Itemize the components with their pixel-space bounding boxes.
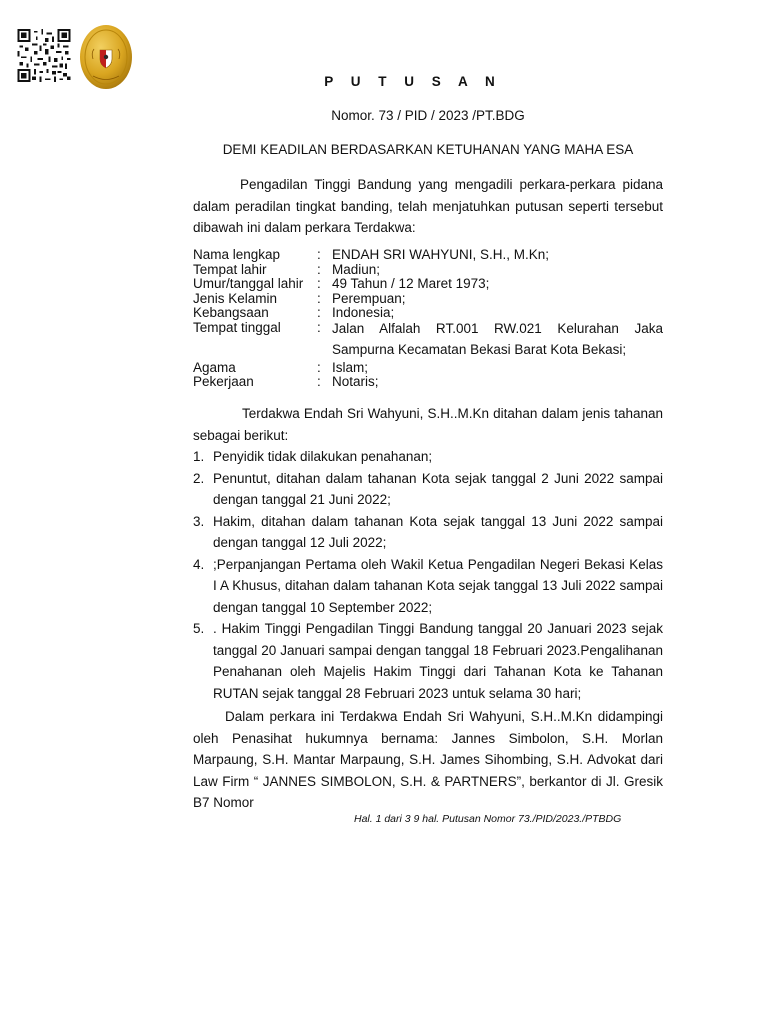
identity-row-name [193,248,663,263]
identity-value: Islam; [332,359,369,375]
identity-colon: : [317,319,321,335]
list-item [193,511,663,554]
intro-paragraph: Pengadilan Tinggi Bandung yang mengadili perkara-perkara pidana dalam peradilan tingkat banding, telah menjatuhkan putusan seperti tersebut dibawah ini dalam perkara Terdakwa: [193,177,663,235]
list-text: Hakim, ditahan dalam tahanan Kota sejak tanggal 13 Juni 2022 sampai dengan tanggal 12 Juli 2022; [213,513,663,550]
list-item [193,618,663,704]
identity-value: 49 Tahun / 12 Maret 1973; [332,276,490,291]
list-item [193,446,663,468]
page-footer: Hal. 1 dari 3 9 hal. Putusan Nomor 73./PID/2023./PTBDG [354,813,622,825]
identity-label: Tempat tinggal [193,319,281,335]
identity-row-occupation [193,375,663,390]
list-item [193,554,663,619]
detention-list [193,446,663,704]
list-text: ;Perpanjangan Pertama oleh Wakil Ketua Pengadilan Negeri Bekasi Kelas I A Khusus, ditahan dalam tahanan Kota sejak tanggal 13 Juli 2022 sampai dengan tanggal 10 September 2022; [213,556,663,615]
list-text: . Hakim Tinggi Pengadilan Tinggi Bandung tanggal 20 Januari 2023 sejak tanggal 20 Januari sampai dengan tanggal 18 Februari 2023.Pengalihanan Penahanan oleh Majelis Hakim Tinggi dari Tahanan Kota ke Tahanan RUTAN sejak tanggal 28 Februari 2023 untuk selama 30 hari; [213,621,663,701]
address-line-2: Sampurna Kecamatan Bekasi Barat Kota Bekasi; [332,342,627,357]
list-number: 4. [193,556,205,572]
identity-row-birthplace [193,263,663,278]
identity-colon: : [317,247,321,262]
identity-row-gender [193,292,663,307]
identity-value: Perempuan; [332,290,406,306]
identity-label: Kebangsaan [193,305,269,320]
identity-value: Madiun; [332,261,381,277]
counsel-paragraph: Dalam perkara ini Terdakwa Endah Sri Wahyuni, S.H..M.Kn didampingi oleh Penasihat hukumnya bernama: Jannes Simbolon, S.H. Morlan Marpaung, S.H. Mantar Marpaung, S.H. James Sihombing, S.H. Advokat dari Law Firm “ JANNES SIMBOLON, S.H. & PARTNERS”, berkantor di Jl. Gresik B7 Nomor [193,709,663,810]
identity-row-age [193,277,663,292]
identity-row-address [193,321,663,361]
list-number: 5. [193,621,205,636]
identity-colon: : [317,374,321,389]
list-text: Penyidik tidak dilakukan penahanan; [213,449,433,464]
identity-row-religion [193,361,663,376]
list-number: 3. [193,513,205,529]
identity-label: Agama [193,359,236,375]
identity-label: Umur/tanggal lahir [193,276,304,291]
identity-label: Pekerjaan [193,374,254,389]
identity-colon: : [317,359,321,375]
defendant-identity [193,248,663,390]
identity-value [332,318,663,361]
identity-colon: : [317,290,321,306]
case-number: Nomor. 73 / PID / 2023 /PT.BDG [331,108,525,123]
address-line-1: Jalan Alfalah RT.001 RW.021 Kelurahan Jaka [332,320,663,336]
identity-colon: : [317,261,321,277]
list-item [193,468,663,511]
list-number: 2. [193,470,205,486]
identity-value: Indonesia; [332,305,395,320]
identity-value: ENDAH SRI WAHYUNI, S.H., M.Kn; [332,247,550,262]
detention-intro-paragraph: Terdakwa Endah Sri Wahyuni, S.H..M.Kn ditahan dalam jenis tahanan sebagai berikut: [193,406,663,443]
identity-label: Nama lengkap [193,247,281,262]
list-number: 1. [193,449,205,464]
identity-label: Tempat lahir [193,261,267,277]
invocation-heading: DEMI KEADILAN BERDASARKAN KETUHANAN YANG MAHA ESA [222,142,634,157]
identity-value: Notaris; [332,374,379,389]
list-text: Penuntut, ditahan dalam tahanan Kota sejak tanggal 2 Juni 2022 sampai dengan tanggal 21 Juni 2022; [213,470,663,507]
identity-label: Jenis Kelamin [193,290,278,306]
document-title: P U T U S A N [324,74,502,89]
identity-colon: : [317,305,321,320]
identity-colon: : [317,276,321,291]
